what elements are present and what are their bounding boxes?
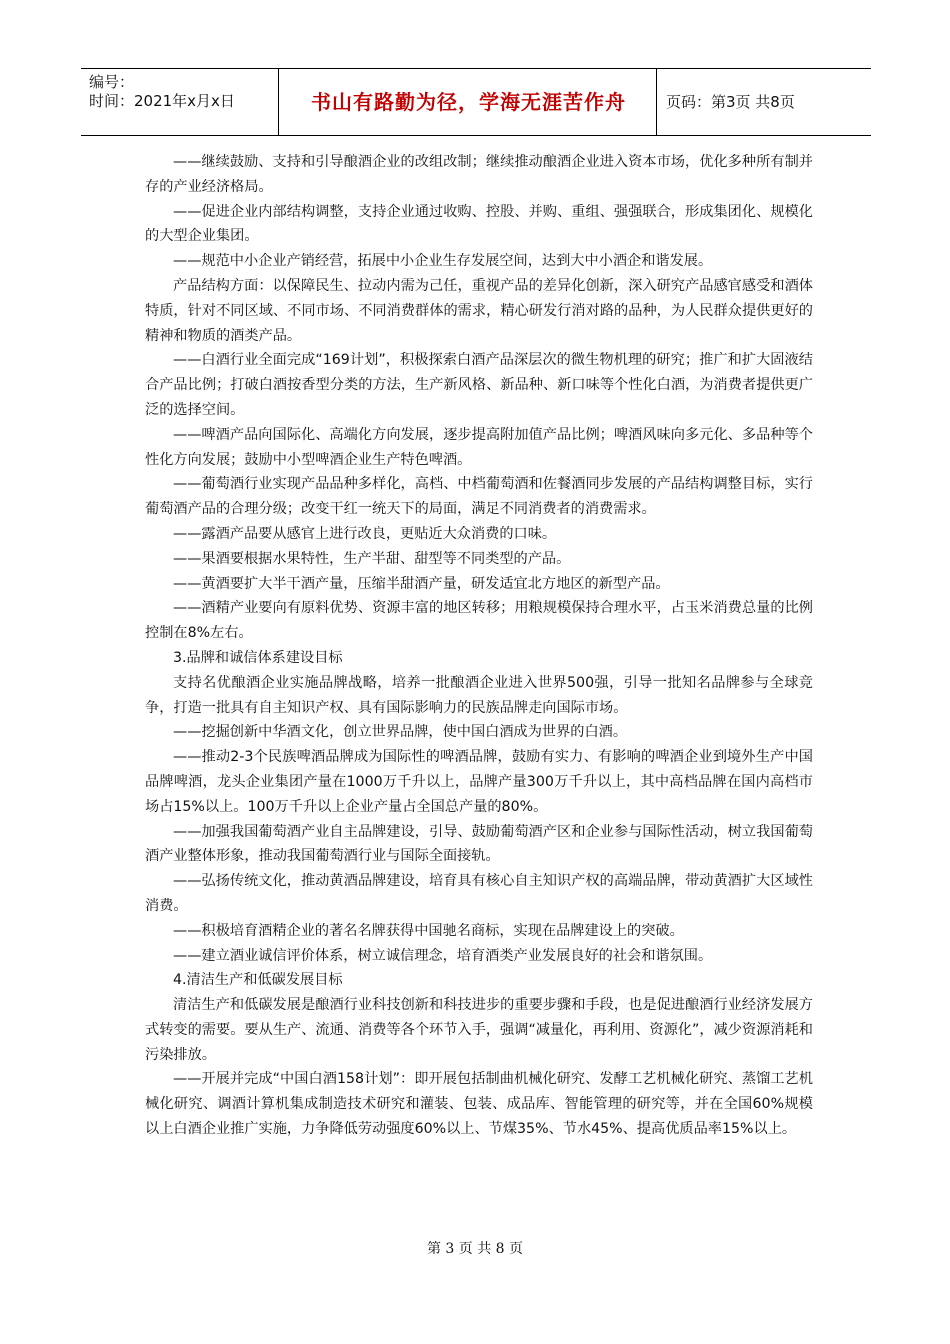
paragraph: 清洁生产和低碳发展是酿酒行业科技创新和科技进步的重要步骤和手段，也是促进酿酒行业经济发展方式转变的需要。要从生产、流通、消费等各个环节入手，强调“减量化，再利用、资源化”，减少资源消耗和污染排放。 [145,997,813,1063]
paragraph: ——露酒产品要从感官上进行改良，更贴近大众消费的口味。 [173,525,557,542]
header-divider [278,69,279,135]
paragraph: ——弘扬传统文化，推动黄酒品牌建设，培育具有核心自主知识产权的高端品牌，带动黄酒扩大区域性消费。 [145,873,813,914]
paragraph: ——促进企业内部结构调整，支持企业通过收购、控股、并购、重组、强强联合，形成集团化、规模化的大型企业集团。 [145,203,813,245]
document-number-label: 编号： [89,73,135,91]
paragraph: ——白酒行业全面完成“169计划”，积极探索白酒产品深层次的微生物机理的研究；推广和扩大固液结合产品比例；打破白酒按香型分类的方法，生产新风格、新品种、新口味等个性化白酒，为消费者提供更广泛的选择空间。 [145,352,813,418]
header-divider [656,69,657,135]
document-time-label: 时间：2021年x月x日 [89,92,235,110]
paragraph: ——果酒要根据水果特性，生产半甜、甜型等不同类型的产品。 [173,550,571,567]
paragraph: ——继续鼓励、支持和引导酿酒企业的改组改制；继续推动酿酒企业进入资本市场，优化多种所有制并存的产业经济格局。 [145,154,813,195]
section-heading: 4.清洁生产和低碳发展目标 [173,972,343,989]
paragraph: ——加强我国葡萄酒产业自主品牌建设，引导、鼓励葡萄酒产区和企业参与国际性活动，树立我国葡萄酒产业整体形象，推动我国葡萄酒行业与国际全面接轨。 [145,823,813,865]
header-motto: 书山有路勤为径，学海无涯苦作舟 [311,90,626,114]
section-heading: 3.品牌和诚信体系建设目标 [173,649,343,666]
paragraph: ——黄酒要扩大半干酒产量，压缩半甜酒产量，研发适宜北方地区的新型产品。 [173,575,670,592]
paragraph: ——葡萄酒行业实现产品品种多样化，高档、中档葡萄酒和佐餐酒同步发展的产品结构调整目标，实行葡萄酒产品的合理分级；改变干红一统天下的局面，满足不同消费者的消费需求。 [145,476,813,518]
paragraph: ——建立酒业诚信评价体系，树立诚信理念，培育酒类产业发展良好的社会和谐氛围。 [173,947,713,964]
paragraph: ——啤酒产品向国际化、高端化方向发展，逐步提高附加值产品比例；啤酒风味向多元化、多品种等个性化方向发展；鼓励中小型啤酒企业生产特色啤酒。 [145,426,813,468]
header-meta [89,73,274,111]
paragraph: ——酒精产业要向有原料优势、资源丰富的地区转移；用粮规模保持合理水平，占玉米消费总量的比例控制在8%左右。 [145,600,813,642]
paragraph: ——挖掘创新中华酒文化，创立世界品牌，使中国白酒成为世界的白酒。 [173,724,628,741]
page-footer: 第 3 页 共 8 页 [426,1241,524,1257]
header-page-info: 页码：第3页 共8页 [666,93,795,111]
paragraph: ——推动2-3个民族啤酒品牌成为国际性的啤酒品牌，鼓励有实力、有影响的啤酒企业到境外生产中国品牌啤酒，龙头企业集团产量在1000万千升以上，品牌产量300万千升以上，其中高档品牌在国内高档市场占15%以上。100万千升以上企业产量占全国总产量的80%。 [145,749,813,815]
paragraph: 支持名优酿酒企业实施品牌战略，培养一批酿酒企业进入世界500强，引导一批知名品牌参与全球竞争，打造一批具有自主知识产权、具有国际影响力的民族品牌走向国际市场。 [145,674,813,716]
paragraph: ——开展并完成“中国白酒158计划”：即开展包括制曲机械化研究、发酵工艺机械化研究、蒸馏工艺机械化研究、调酒计算机集成制造技术研究和灌装、包装、成品库、智能管理的研究等，并在全国60%规模以上白酒企业推广实施，力争降低劳动强度60%以上、节煤35%、节水45%、提高优质品率15%以上。 [145,1071,813,1138]
page-header [81,68,871,136]
paragraph: ——积极培育酒精企业的著名名牌获得中国驰名商标，实现在品牌建设上的突破。 [173,922,684,939]
paragraph: ——规范中小企业产销经营，拓展中小企业生存发展空间，达到大中小酒企和谐发展。 [173,253,713,270]
paragraph: 产品结构方面：以保障民生、拉动内需为己任，重视产品的差异化创新，深入研究产品感官感受和酒体特质，针对不同区域、不同市场、不同消费群体的需求，精心研发行消对路的品种，为人民群众提供更好的精神和物质的酒类产品。 [145,277,813,344]
document-body [145,150,813,1142]
